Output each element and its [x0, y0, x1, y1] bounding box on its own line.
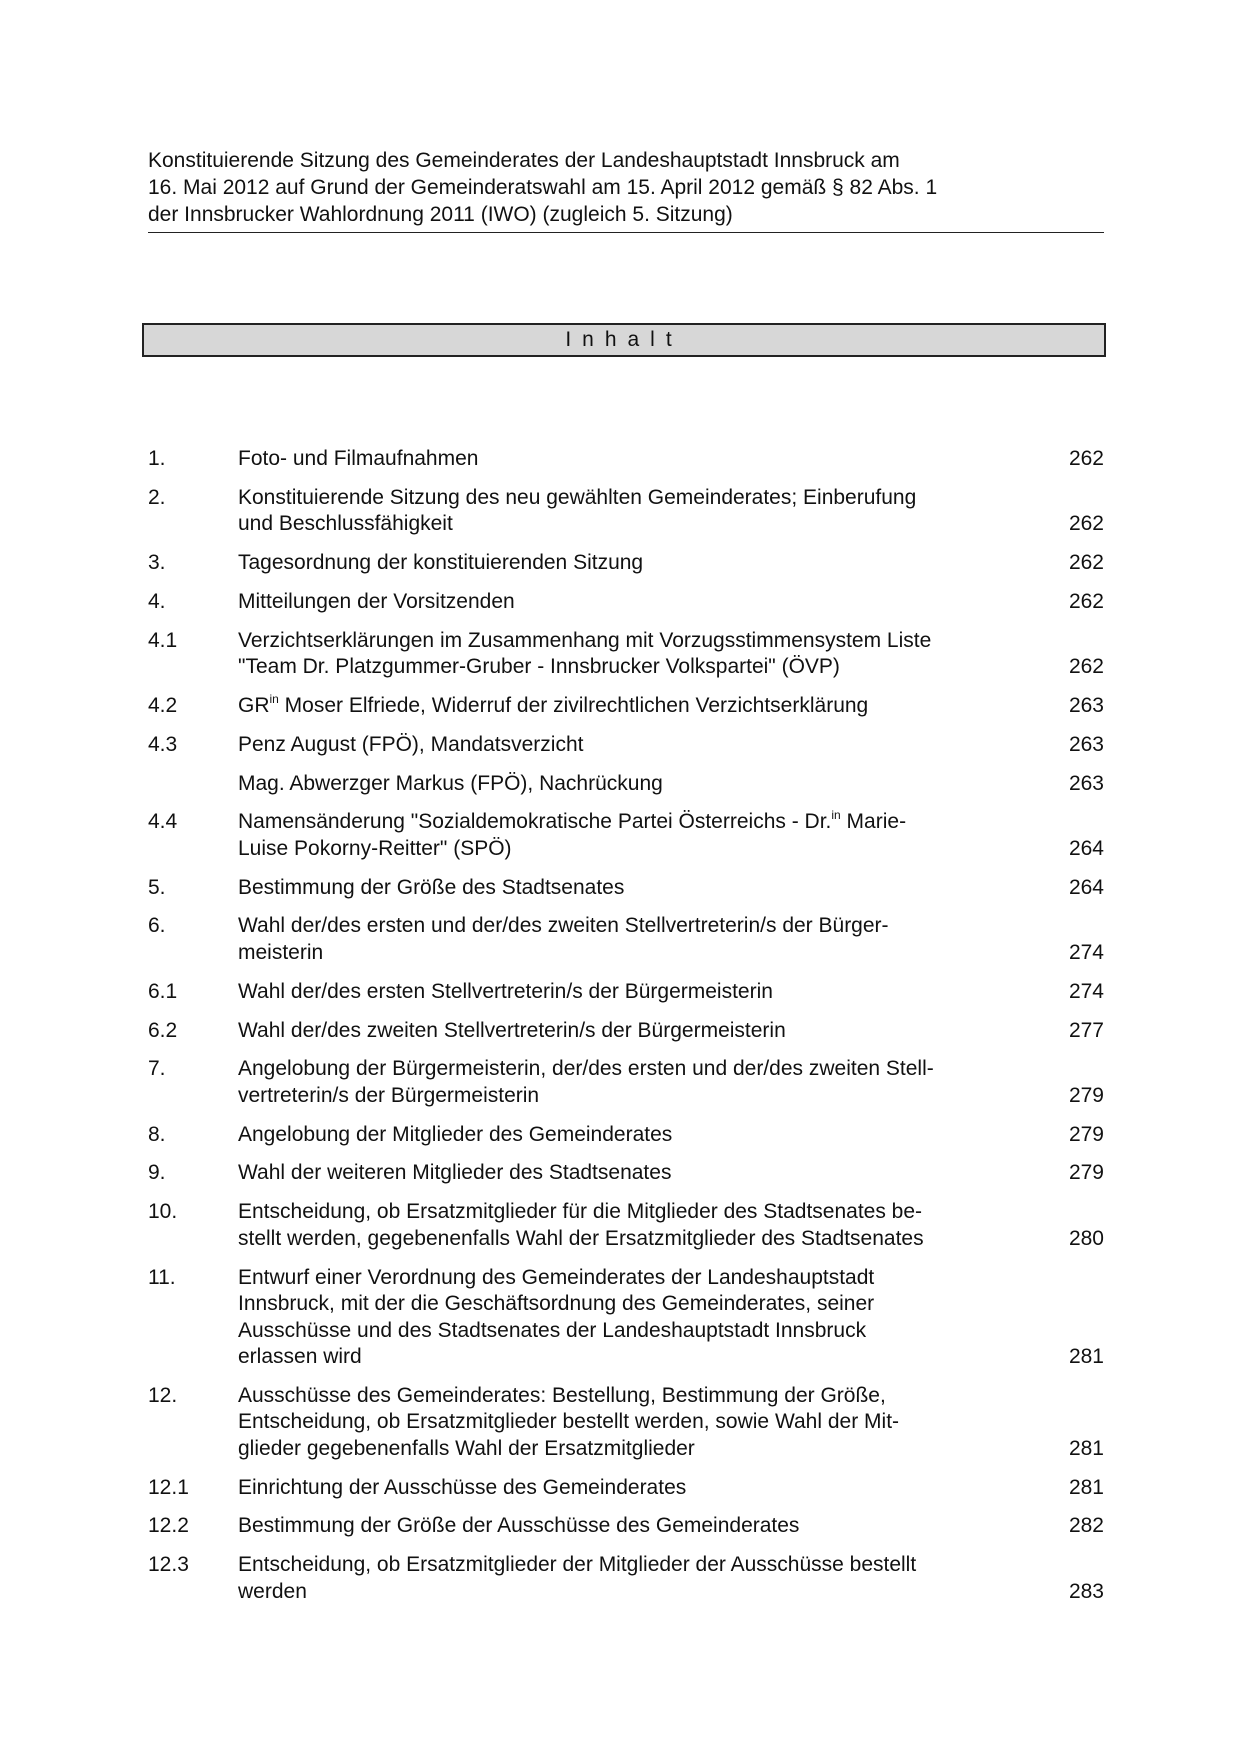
- toc-entry-title-line: Verzichtserklärungen im Zusammenhang mit Vorzugsstimmensystem Liste: [238, 628, 932, 652]
- toc-entry-number: 5.: [148, 875, 166, 899]
- toc-entry-title-line: stellt werden, gegebenenfalls Wahl der Ersatzmitglieder des Stadtsenates: [238, 1226, 924, 1250]
- toc-entry: [148, 1122, 1104, 1149]
- toc-entry: [148, 1513, 1104, 1540]
- toc-entry: [148, 732, 1104, 759]
- toc-entry-title-line: glieder gegebenenfalls Wahl der Ersatzmitglieder: [238, 1436, 695, 1460]
- document-header: [148, 147, 1104, 233]
- toc-entry-page: 279: [1068, 1122, 1104, 1146]
- toc-entry-title-line: Mag. Abwerzger Markus (FPÖ), Nachrückung: [238, 771, 663, 795]
- toc-entry: [148, 1199, 1104, 1252]
- toc-entry-title: [238, 1475, 1018, 1502]
- toc-entry-title-line: Bestimmung der Größe der Ausschüsse des Gemeinderates: [238, 1514, 800, 1538]
- toc-entry-title: [238, 1383, 1018, 1463]
- toc-entry: [148, 693, 1104, 720]
- toc-entry-page: 263: [1068, 732, 1104, 756]
- toc-entry-number: 4.2: [148, 693, 178, 717]
- toc-entry-title-line: Mitteilungen der Vorsitzenden: [238, 589, 515, 613]
- toc-entry-page: 262: [1068, 589, 1104, 613]
- toc-entry-number: 6.1: [148, 979, 178, 1003]
- toc-entry-title-line: Wahl der/des ersten Stellvertreterin/s der Bürgermeisterin: [238, 979, 773, 1003]
- toc-entry-page: 281: [1068, 1436, 1104, 1460]
- toc-entry-title: [238, 875, 1018, 902]
- toc-entry-title-line: Entscheidung, ob Ersatzmitglieder der Mitglieder der Ausschüsse bestellt: [238, 1553, 917, 1577]
- toc-entry-title: [238, 809, 1018, 862]
- toc-entry: [148, 1056, 1104, 1109]
- toc-entry-title-line: "Team Dr. Platzgummer-Gruber - Innsbrucker Volkspartei" (ÖVP): [238, 655, 840, 679]
- toc-entry-title: [238, 1018, 1018, 1045]
- toc-entry: [148, 913, 1104, 966]
- toc-entry-number: 4.: [148, 589, 166, 613]
- toc-entry: [148, 771, 1104, 798]
- superscript: in: [831, 808, 841, 823]
- toc-entry-page: 263: [1068, 771, 1104, 795]
- toc-entry-title: [238, 446, 1018, 473]
- toc-entry-number: 12.1: [148, 1475, 189, 1499]
- toc-entry-number: 10.: [148, 1200, 178, 1224]
- toc-entry-number: 12.3: [148, 1553, 189, 1577]
- toc-entry-title: [238, 1552, 1018, 1605]
- toc-entry-page: 279: [1068, 1083, 1104, 1107]
- toc-entry-number: 4.1: [148, 628, 178, 652]
- toc-entry-title: [238, 979, 1018, 1006]
- toc-entry-title-line: Konstituierende Sitzung des neu gewählten Gemeinderates; Einberufung: [238, 485, 917, 509]
- toc-entry-title-line: vertreterin/s der Bürgermeisterin: [238, 1083, 540, 1107]
- contents-heading: Inhalt: [565, 328, 683, 351]
- toc-entry: [148, 875, 1104, 902]
- toc-entry-title-line: Tagesordnung der konstituierenden Sitzung: [238, 551, 644, 575]
- toc-entry: [148, 1160, 1104, 1187]
- toc-entry-title-line: Einrichtung der Ausschüsse des Gemeinderates: [238, 1475, 687, 1499]
- toc-entry-page: 283: [1068, 1579, 1104, 1603]
- toc-entry-page: 262: [1068, 655, 1104, 679]
- header-line: der Innsbrucker Wahlordnung 2011 (IWO) (zugleich 5. Sitzung): [148, 203, 733, 226]
- toc-entry-title: [238, 913, 1018, 966]
- toc-entry-page: 262: [1068, 512, 1104, 536]
- toc-entry-title-line: Penz August (FPÖ), Mandatsverzicht: [238, 732, 584, 756]
- toc-entry-number: 4.3: [148, 732, 178, 756]
- toc-entry-title-line: und Beschlussfähigkeit: [238, 512, 453, 536]
- toc-entry-title-line: Bestimmung der Größe des Stadtsenates: [238, 875, 625, 899]
- toc-entry: [148, 485, 1104, 538]
- toc-entry: [148, 628, 1104, 681]
- toc-entry-page: 262: [1068, 447, 1104, 470]
- toc-entry-title-line: Entscheidung, ob Ersatzmitglieder bestellt werden, sowie Wahl der Mit-: [238, 1410, 900, 1434]
- toc-entry-page: 262: [1068, 551, 1104, 575]
- toc-entry: [148, 1383, 1104, 1463]
- toc-entry: [148, 1018, 1104, 1045]
- toc-entry-number: 3.: [148, 551, 166, 575]
- toc-entry-title: [238, 1056, 1018, 1109]
- toc-entry-title-line: Foto- und Filmaufnahmen: [238, 447, 479, 470]
- toc-entry-page: 281: [1068, 1345, 1104, 1369]
- toc-entry-title-line: Luise Pokorny-Reitter" (SPÖ): [238, 836, 512, 860]
- toc-entry-page: 264: [1068, 836, 1104, 860]
- toc-entry-title: [238, 693, 1018, 720]
- toc-entry: [148, 979, 1104, 1006]
- toc-entry-title: [238, 628, 1018, 681]
- toc-entry: [148, 1475, 1104, 1502]
- toc-entry-number: 4.4: [148, 810, 178, 834]
- toc-entry-title-line: $GR^{in}$ Moser Elfriede, Widerruf der zivilrechtlichen Verzichtserklärung: [238, 691, 869, 717]
- toc-entry-number: 8.: [148, 1122, 166, 1146]
- toc-entry: [148, 589, 1104, 616]
- toc-entry-title: [238, 550, 1018, 577]
- toc-entry-title: [238, 1265, 1018, 1371]
- toc-entry-page: 282: [1068, 1514, 1104, 1538]
- toc-entry-title-line: meisterin: [238, 940, 324, 964]
- toc-entry: [148, 446, 1104, 473]
- toc-entry: [148, 1552, 1104, 1605]
- table-of-contents: [148, 446, 1104, 1618]
- toc-entry-page: 274: [1068, 940, 1104, 964]
- toc-entry-page: 277: [1068, 1018, 1104, 1042]
- toc-entry-title: [238, 589, 1018, 616]
- superscript: in: [269, 691, 279, 706]
- header-line: Konstituierende Sitzung des Gemeinderates der Landeshauptstadt Innsbruck am: [148, 149, 900, 172]
- toc-entry: [148, 550, 1104, 577]
- toc-entry-number: 12.: [148, 1383, 178, 1407]
- toc-entry-number: 9.: [148, 1161, 166, 1185]
- toc-entry-title-line: Wahl der weiteren Mitglieder des Stadtsenates: [238, 1161, 672, 1185]
- toc-entry-title-line: werden: [238, 1579, 307, 1603]
- toc-entry-title: [238, 1160, 1018, 1187]
- toc-entry-title-line: Wahl der/des ersten und der/des zweiten Stellvertreterin/s der Bürger-: [238, 914, 889, 938]
- toc-entry-number: 6.: [148, 914, 166, 938]
- toc-entry-page: 280: [1068, 1226, 1104, 1250]
- toc-entry-page: 281: [1068, 1475, 1104, 1499]
- toc-entry-title-line: Angelobung der Bürgermeisterin, der/des ersten und der/des zweiten Stell-: [238, 1057, 934, 1081]
- toc-entry-title-line: Namensänderung "Sozialdemokratische Partei Österreichs - Dr.$^{in}$ Marie-: [238, 808, 907, 834]
- toc-entry-number: 7.: [148, 1057, 166, 1081]
- toc-entry-title: [238, 771, 1018, 798]
- toc-entry-number: 2.: [148, 485, 166, 509]
- toc-entry-title-line: Innsbruck, mit der die Geschäftsordnung des Gemeinderates, seiner: [238, 1292, 875, 1316]
- header-line: 16. Mai 2012 auf Grund der Gemeinderatswahl am 15. April 2012 gemäß § 82 Abs. 1: [148, 176, 938, 199]
- toc-entry-title: [238, 485, 1018, 538]
- toc-entry-page: 264: [1068, 875, 1104, 899]
- toc-entry-title-line: Ausschüsse und des Stadtsenates der Landeshauptstadt Innsbruck: [238, 1318, 867, 1342]
- toc-entry-page: 279: [1068, 1161, 1104, 1185]
- toc-entry-number: 11.: [148, 1265, 176, 1289]
- toc-entry-title: [238, 1513, 1018, 1540]
- toc-entry-title-line: Angelobung der Mitglieder des Gemeinderates: [238, 1122, 673, 1146]
- toc-entry-number: 1.: [148, 447, 166, 470]
- toc-entry-title: [238, 732, 1018, 759]
- toc-entry-title-line: Entscheidung, ob Ersatzmitglieder für die Mitglieder des Stadtsenates be-: [238, 1200, 923, 1224]
- toc-entry-title-line: erlassen wird: [238, 1345, 362, 1369]
- toc-entry: [148, 1265, 1104, 1371]
- toc-entry-number: 6.2: [148, 1018, 178, 1042]
- toc-entry: [148, 809, 1104, 862]
- toc-entry-title: [238, 1122, 1018, 1149]
- toc-entry-page: 263: [1068, 693, 1104, 717]
- toc-entry-title-line: Wahl der/des zweiten Stellvertreterin/s der Bürgermeisterin: [238, 1018, 786, 1042]
- toc-entry-title-line: Entwurf einer Verordnung des Gemeinderates der Landeshauptstadt: [238, 1265, 875, 1289]
- contents-heading-box: [142, 323, 1106, 357]
- toc-entry-title: [238, 1199, 1018, 1252]
- toc-entry-number: 12.2: [148, 1514, 189, 1538]
- toc-entry-title-line: Ausschüsse des Gemeinderates: Bestellung, Bestimmung der Größe,: [238, 1383, 886, 1407]
- toc-entry-page: 274: [1068, 979, 1104, 1003]
